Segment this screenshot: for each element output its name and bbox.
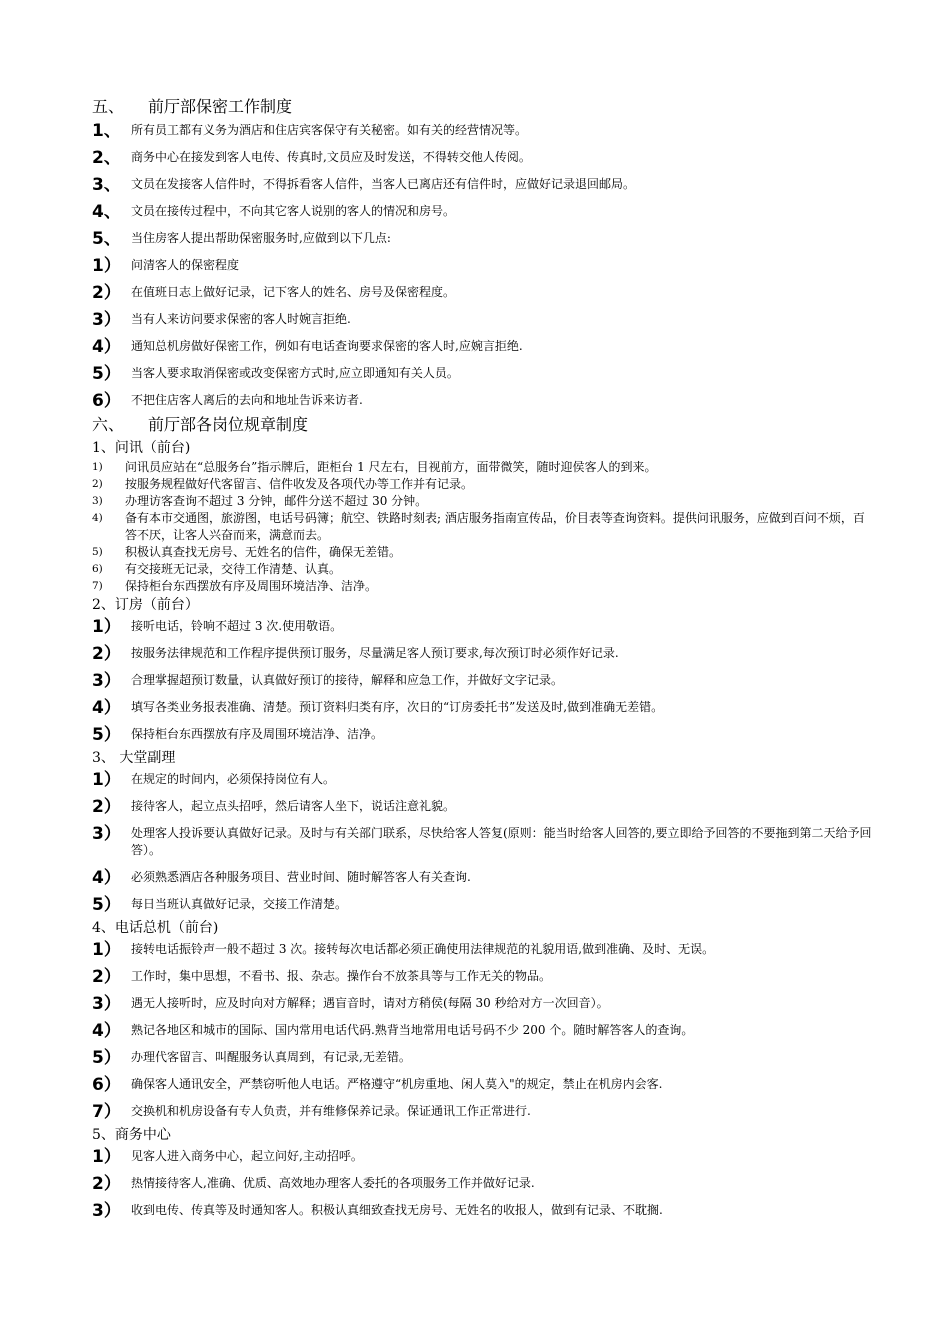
list-item: 1、 所有员工都有义务为酒店和住店宾客保守有关秘密。如有关的经营情况等。: [92, 121, 528, 141]
section-6-heading: [92, 412, 872, 438]
list-item: 4) 备有本市交通图，旅游图，电话号码簿；航空、铁路时刻表; 酒店服务指南宣传品，价目表等查询资料。提供问讯服务，应做到百问不烦，百答不厌，让客人兴奋而来，满意而去。: [92, 511, 865, 542]
list-item: 2、 商务中心在接发到客人电传、传真时,文员应及时发送，不得转交他人传阅。: [92, 148, 531, 168]
list-item: 1） 在规定的时间内，必须保持岗位有人。: [92, 770, 336, 790]
list-item: 5） 保持柜台东西摆放有序及周围环境洁净、洁净。: [92, 725, 384, 745]
list-item: 4） 熟记各地区和城市的国际、国内常用电话代码.熟背当地常用电话号码不少 200 个。随时解答客人的查询。: [92, 1021, 694, 1041]
sub-list-item: 3） 当有人来访问要求保密的客人时婉言拒绝.: [92, 310, 351, 330]
list-item: 6） 确保客人通讯安全，严禁窃听他人电话。严格遵守“机房重地、闲人莫入"的规定，禁止在机房内会客.: [92, 1075, 663, 1095]
subsection-heading-switchboard: 4、电话总机（前台): [92, 920, 219, 936]
section-5-heading: [92, 94, 872, 120]
list-item: 1） 接听电话，铃响不超过 3 次.使用敬语。: [92, 617, 343, 637]
list-item: 1） 接转电话振铃声一般不超过 3 次。接转每次电话都必须正确使用法律规范的礼貌用语,做到准确、及时、无误。: [92, 940, 715, 960]
list-item: 6) 有交接班无记录，交待工作清楚、认真。: [92, 562, 342, 576]
list-item: 5、 当住房客人提出帮助保密服务时,应做到以下几点:: [92, 229, 391, 249]
list-item: 1) 问讯员应站在“总服务台”指示牌后，距柜台 1 尺左右，目视前方，面带微笑，随时迎侯客人的到来。: [92, 460, 657, 474]
list-item: 3） 收到电传、传真等及时通知客人。积极认真细致查找无房号、无姓名的收报人，做到有记录、不耽搁.: [92, 1201, 663, 1221]
sub-list-item: 1） 问清客人的保密程度: [92, 256, 240, 276]
list-item: 3） 合理掌握超预订数量，认真做好预订的接待，解释和应急工作，并做好文字记录。: [92, 671, 564, 691]
list-item: 2） 按服务法律规范和工作程序提供预订服务，尽量满足客人预订要求,每次预订时必须作好记录.: [92, 644, 619, 664]
list-item: 7) 保持柜台东西摆放有序及周围环境洁净、洁净。: [92, 579, 378, 593]
list-item: 3） 处理客人投诉要认真做好记录。及时与有关部门联系，尽快给客人答复(原则：能当时给客人回答的,要立即给予回答的不要拖到第二天给予回答）。: [92, 824, 872, 857]
list-item: 3) 办理访客查询不超过 3 分钟，邮件分送不超过 30 分钟。: [92, 494, 428, 508]
list-item: 2） 热情接待客人,准确、优质、高效地办理客人委托的各项服务工作并做好记录.: [92, 1174, 535, 1194]
subsection-heading-lobby: 3、 大堂副理: [92, 750, 176, 766]
list-item: 2） 工作时，集中思想，不看书、报、杂志。操作台不放茶具等与工作无关的物品。: [92, 967, 552, 987]
subsection-heading-booking: 2、订房（前台）: [92, 597, 199, 613]
sub-list-item: 2） 在值班日志上做好记录，记下客人的姓名、房号及保密程度。: [92, 283, 456, 303]
list-item: 3、 文员在发接客人信件时，不得拆看客人信件，当客人已离店还有信件时，应做好记录退回邮局。: [92, 175, 636, 195]
section-5-number: 五、: [92, 97, 125, 116]
section-6-title: 前厅部各岗位规章制度: [148, 415, 309, 434]
document-page: [92, 94, 872, 1227]
list-item: 4） 必须熟悉酒店各种服务项目、营业时间、随时解答客人有关查询.: [92, 868, 471, 888]
list-item: 5) 积极认真查找无房号、无姓名的信件，确保无差错。: [92, 545, 402, 559]
subsection-heading-inquiry: 1、问讯（前台): [92, 440, 191, 456]
sub-list-item: 4） 通知总机房做好保密工作，例如有电话查询要求保密的客人时,应婉言拒绝.: [92, 337, 523, 357]
list-item: 1） 见客人进入商务中心，起立问好,主动招呼。: [92, 1147, 363, 1167]
list-item: 7） 交换机和机房设备有专人负责，并有维修保养记录。保证通讯工作正常进行.: [92, 1102, 531, 1122]
list-item: 5） 每日当班认真做好记录，交接工作清楚。: [92, 895, 348, 915]
section-6-number: 六、: [92, 415, 125, 434]
list-item: 3） 遇无人接听时，应及时向对方解释；遇盲音时，请对方稍侯(每隔 30 秒给对方一次回音）。: [92, 994, 609, 1014]
sub-list-item: 6） 不把住店客人离后的去向和地址告诉来访者.: [92, 391, 363, 411]
list-item: 2) 按服务规程做好代客留言、信件收发及各项代办等工作并有记录。: [92, 477, 474, 491]
list-item: 4） 填写各类业务报表准确、清楚。预订资料归类有序，次日的“订房委托书”发送及时,做到准确无差错。: [92, 698, 664, 718]
list-item: 5） 办理代客留言、叫醒服务认真周到，有记录,无差错。: [92, 1048, 411, 1068]
list-item: 4、 文员在接传过程中，不向其它客人说别的客人的情况和房号。: [92, 202, 456, 222]
list-item: 2） 接待客人，起立点头招呼，然后请客人坐下，说话注意礼貌。: [92, 797, 456, 817]
section-5-title: 前厅部保密工作制度: [148, 97, 293, 116]
sub-list-item: 5） 当客人要求取消保密或改变保密方式时,应立即通知有关人员。: [92, 364, 459, 384]
subsection-heading-business-center: 5、商务中心: [92, 1127, 171, 1143]
